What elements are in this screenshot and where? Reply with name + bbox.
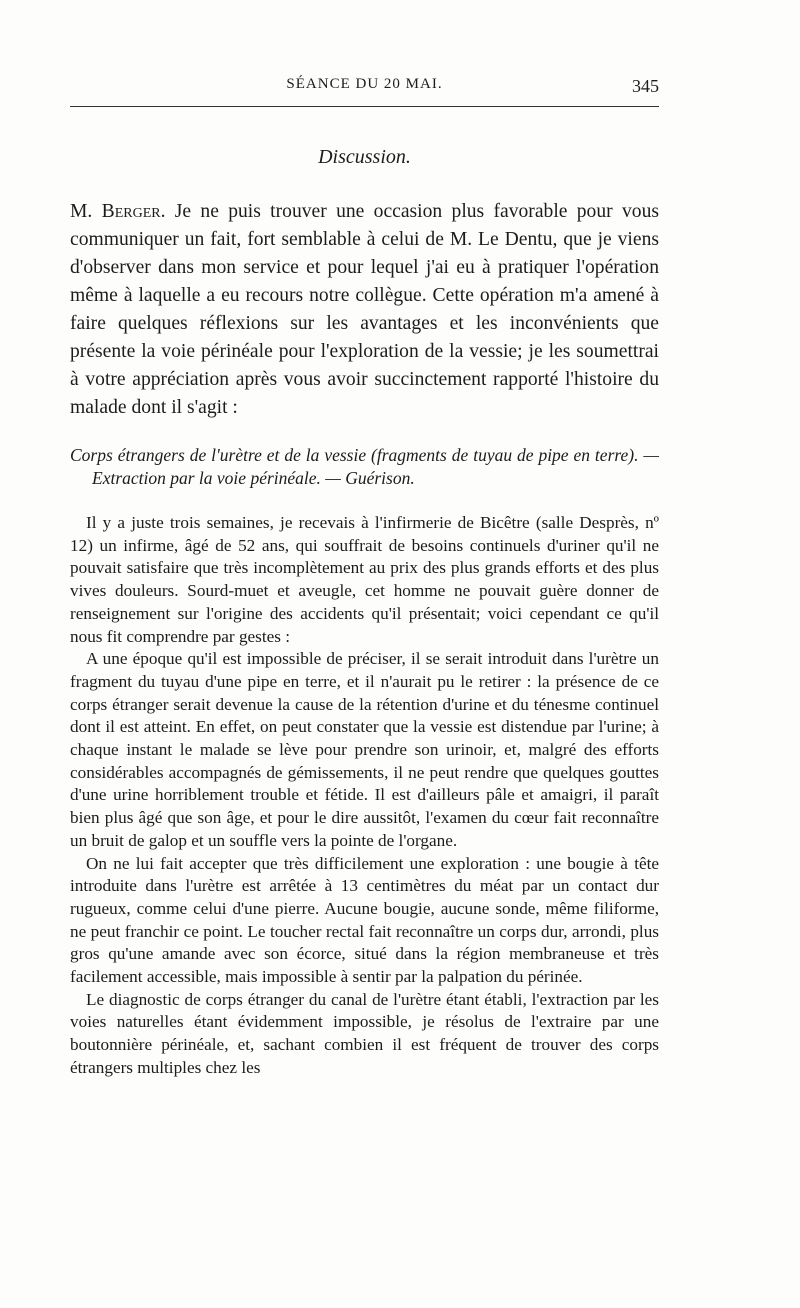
header-rule xyxy=(70,106,659,107)
page-number: 345 xyxy=(632,76,659,96)
running-title: SÉANCE DU 20 MAI. xyxy=(286,76,443,92)
section-heading: Discussion. xyxy=(318,146,411,168)
speech-text: Je ne puis trouver une occasion plus favorable pour vous communiquer un fait, fort semblable à celui de M. Le Dentu, que je viens d'observer dans mon service et pour lequel j'ai eu à pratiquer l'opération même à laquelle a eu recours notre collègue. Cette opération m'a amené à faire quelques réflexions sur les avantages et les inconvénients que présente la voie périnéale pour l'exploration de la vessie; je les soumettrai à votre appréciation après vous avoir succinctement rapporté l'histoire du malade dont il s'agit : xyxy=(70,201,659,418)
body-paragraph: On ne lui fait accepter que très difficilement une exploration : une bougie à tête introduite dans l'urètre est arrêtée à 13 centimètres du méat par un contact dur rugueux, comme celui d'une pierre. Aucune bougie, aucune sonde, même filiforme, ne peut franchir ce point. Le toucher rectal fait reconnaître un corps dur, arrondi, plus gros qu'une amande avec son écorce, situé dans la région membraneuse et très facilement accessible, mais impossible à sentir par la palpation du périnée. xyxy=(70,853,659,987)
main-content xyxy=(70,142,659,1080)
speaker-name: M. Berger. xyxy=(70,201,166,222)
body-paragraph: Il y a juste trois semaines, je recevais à l'infirmerie de Bicêtre (salle Desprès, nº 12) un infirme, âgé de 52 ans, qui souffrait de besoins continuels d'uriner qu'il ne pouvait satisfaire que très incomplètement au prix des plus grands efforts et des plus vives douleurs. Sourd-muet et aveugle, cet homme ne pouvait guère donner de renseignement sur l'origine des accidents qu'il présentait; voici cependant ce qu'il nous fit comprendre par gestes : xyxy=(70,513,659,646)
speech-paragraph xyxy=(70,198,659,422)
body-paragraph: A une époque qu'il est impossible de préciser, il se serait introduit dans l'urètre un fragment du tuyau d'une pipe en terre, et il n'aurait pu le retirer : la présence de ce corps étranger serait devenue la cause de la rétention d'urine et du ténesme continuel dont il est atteint. En effet, on peut constater que la vessie est distendue par l'urine; à chaque instant le malade se lève pour prendre son urinoir, et, malgré des efforts considérables accompagnés de gémissements, il ne peut rendre que quelques gouttes d'une urine horriblement trouble et fétide. Il est d'ailleurs pâle et amaigri, il paraît bien plus âgé que son âge, et pour le dire aussitôt, l'examen du cœur fait reconnaître un bruit de galop et un souffle vers la pointe de l'organe. xyxy=(70,649,659,850)
case-title: Corps étrangers de l'urètre et de la vessie (fragments de tuyau de pipe en terre). — Extraction par la voie périnéale. — Guérison. xyxy=(70,445,659,488)
body-paragraph: Le diagnostic de corps étranger du canal de l'urètre étant établi, l'extraction par les voies naturelles étant évidemment impossible, je résolus de l'extraire par une boutonnière périnéale, et, sachant combien il est fréquent de trouver des corps étrangers multiples chez les xyxy=(70,989,659,1077)
running-head xyxy=(70,76,659,100)
